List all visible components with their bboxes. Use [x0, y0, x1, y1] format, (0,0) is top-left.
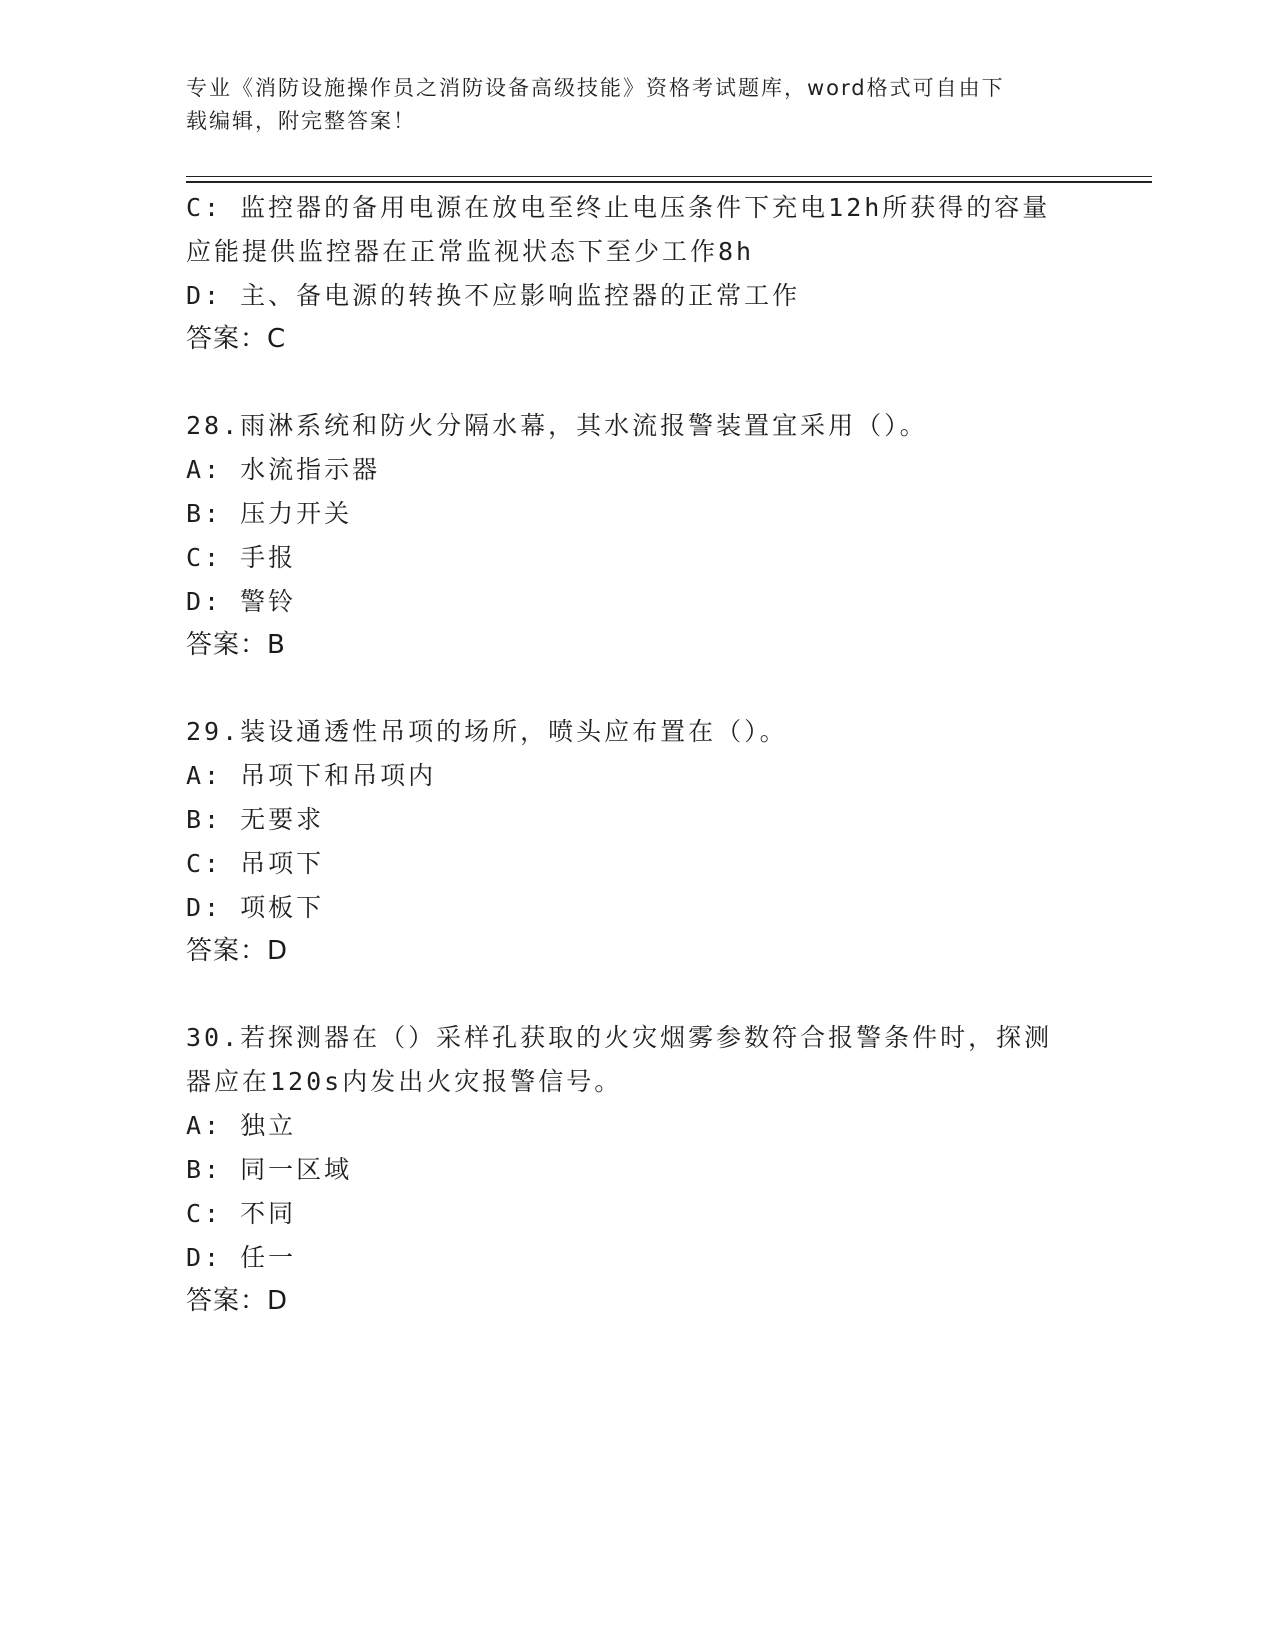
q28-option-b: B: 压力开关	[186, 499, 353, 528]
header-line-2: 载编辑，附完整答案！	[186, 109, 416, 133]
q27-option-c-line-2: 应能提供监控器在正常监视状态下至少工作8h	[186, 237, 755, 266]
header-divider-thick	[186, 181, 1152, 183]
q28-option-a: A: 水流指示器	[186, 455, 381, 484]
q30-option-a: A: 独立	[186, 1111, 297, 1140]
q30-stem-line-1: 30.若探测器在（）采样孔获取的火灾烟雾参数符合报警条件时，探测	[186, 1023, 1053, 1052]
document-header	[186, 72, 1066, 138]
q29-option-d: D: 项板下	[186, 893, 325, 922]
q29-option-b: B: 无要求	[186, 805, 325, 834]
q28-option-c: C: 手报	[186, 543, 297, 572]
q29-option-c: C: 吊项下	[186, 849, 325, 878]
q30-option-b: B: 同一区域	[186, 1155, 353, 1184]
q28-answer: 答案：B	[186, 630, 286, 660]
q30-answer: 答案：D	[186, 1286, 289, 1316]
q29-stem: 29.装设通透性吊项的场所，喷头应布置在（）。	[186, 717, 788, 746]
q30-option-c: C: 不同	[186, 1199, 297, 1228]
q27-option-d: D: 主、备电源的转换不应影响监控器的正常工作	[186, 281, 801, 310]
q29-answer: 答案：D	[186, 936, 289, 966]
q27-option-c-line-1: C: 监控器的备用电源在放电至终止电压条件下充电12h所获得的容量	[186, 193, 1051, 222]
header-line-1: 专业《消防设施操作员之消防设备高级技能》资格考试题库，word格式可自由下	[186, 76, 1005, 100]
q29-option-a: A: 吊项下和吊项内	[186, 761, 437, 790]
q28-option-d: D: 警铃	[186, 587, 297, 616]
q30-stem-line-2: 器应在120s内发出火灾报警信号。	[186, 1067, 623, 1096]
header-divider-thin	[186, 176, 1152, 177]
q28-stem: 28.雨淋系统和防火分隔水幕，其水流报警装置宜采用（）。	[186, 411, 928, 440]
q27-answer: 答案：C	[186, 324, 287, 354]
q30-option-d: D: 任一	[186, 1243, 297, 1272]
